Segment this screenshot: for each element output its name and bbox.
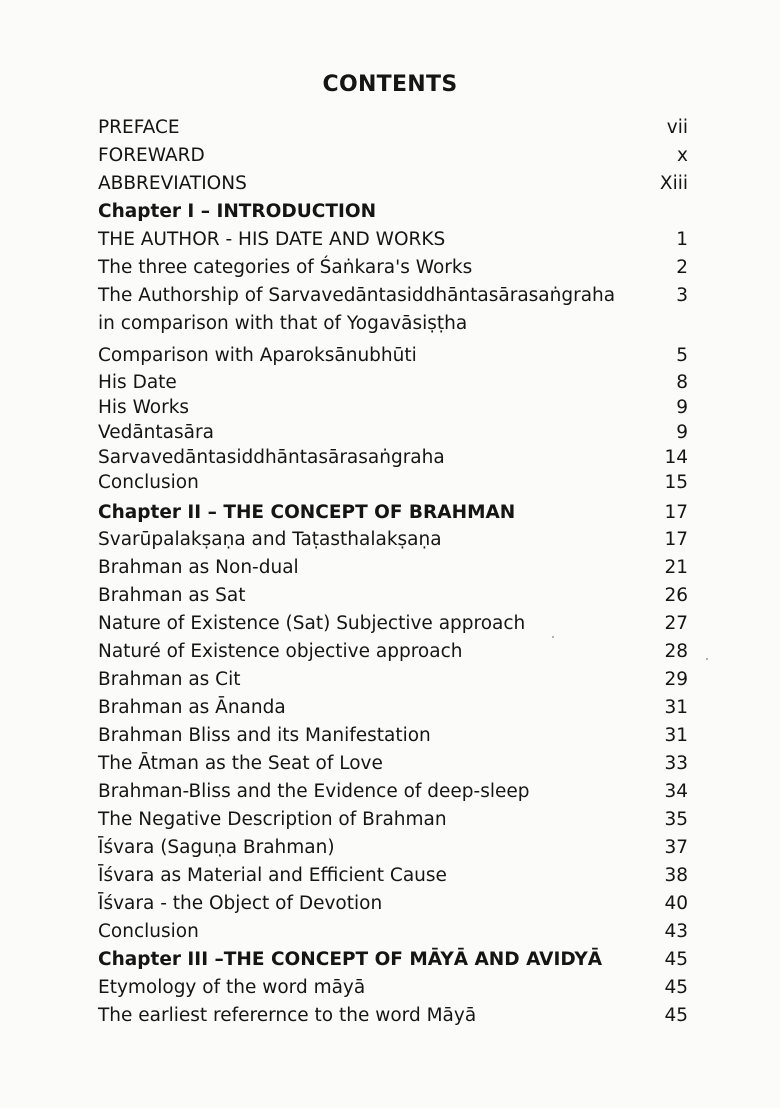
toc-entry-page: 45 — [664, 1005, 688, 1026]
toc-entry — [98, 750, 688, 778]
chapter-title: Chapter I – INTRODUCTION — [98, 201, 377, 222]
toc-entry-title: The Ātman as the Seat of Love — [98, 753, 383, 774]
toc-entry — [98, 342, 688, 370]
toc-entry — [98, 370, 688, 395]
toc-entry-page: 8 — [676, 372, 688, 393]
toc-entry — [98, 694, 688, 722]
toc-entry — [98, 806, 688, 834]
toc-entry-title: Brahman-Bliss and the Evidence of deep-sleep — [98, 781, 530, 802]
chapter-title: Chapter III –THE CONCEPT OF MĀYĀ AND AVIDYĀ — [98, 949, 603, 970]
toc-entry-page: 9 — [676, 397, 688, 418]
toc-entry-title: Conclusion — [98, 472, 199, 493]
toc-entry — [98, 862, 688, 890]
toc-entry-title: His Works — [98, 397, 190, 418]
scan-speck — [706, 658, 708, 660]
toc-entry — [98, 610, 688, 638]
toc-entry-page: 5 — [676, 345, 688, 366]
toc-entry — [98, 170, 688, 198]
toc-entry-title: Īśvara - the Object of Devotion — [98, 893, 383, 914]
toc-entry — [98, 778, 688, 806]
toc-entry-title: Brahman as Cit — [98, 669, 241, 690]
toc-entry-page: 38 — [664, 865, 688, 886]
toc-entry-title: The earliest referernce to the word Māyā — [98, 1005, 477, 1026]
toc-entry-page: 45 — [664, 977, 688, 998]
toc-entry — [98, 638, 688, 666]
toc-entry-page: 31 — [664, 697, 688, 718]
toc-entry — [98, 1002, 688, 1030]
toc-entry-title: Nature of Existence (Sat) Subjective approach — [98, 613, 526, 634]
toc-entry — [98, 890, 688, 918]
toc-entry — [98, 974, 688, 1002]
toc-entry — [98, 226, 688, 254]
toc-entry-page: 37 — [664, 837, 688, 858]
toc-entry-page: 40 — [664, 893, 688, 914]
toc-entry-page: 2 — [676, 257, 688, 278]
toc-entry-page: 3 — [676, 285, 688, 306]
toc-entry-title: Etymology of the word māyā — [98, 977, 366, 998]
toc-entry-page: 15 — [664, 472, 688, 493]
toc-entry-page: 1 — [676, 229, 688, 250]
toc-entry-title: His Date — [98, 372, 177, 393]
toc-entry-title: The Negative Description of Brahman — [98, 809, 447, 830]
toc-entry — [98, 722, 688, 750]
toc-entry-title: Brahman as Non-dual — [98, 557, 299, 578]
toc-entry — [98, 114, 688, 142]
scan-speck — [552, 636, 554, 638]
toc-entry-page: 43 — [664, 921, 688, 942]
toc-entry — [98, 666, 688, 694]
toc-entry-page: 26 — [664, 585, 688, 606]
toc-entry-title: Īśvara as Material and Efficient Cause — [98, 865, 447, 886]
toc-entry-title: Naturé of Existence objective approach — [98, 641, 463, 662]
toc-entry — [98, 554, 688, 582]
toc-entry-page: 21 — [664, 557, 688, 578]
toc-entry-title: The Authorship of Sarvavedāntasiddhāntasārasaṅgraha in comparison with that of Yogavāsiṣṭha — [98, 285, 616, 334]
toc-entry-title: PREFACE — [98, 117, 180, 138]
toc-entry-page: 17 — [664, 529, 688, 550]
toc-entry-title: Sarvavedāntasiddhāntasārasaṅgraha — [98, 447, 445, 468]
toc-entry — [98, 142, 688, 170]
toc-entry-page: 17 — [664, 502, 688, 523]
toc-entry-page: 33 — [664, 753, 688, 774]
toc-chapter-heading — [98, 496, 688, 526]
toc-entry-page: 9 — [676, 422, 688, 443]
toc-entry — [98, 526, 688, 554]
toc-entry — [98, 582, 688, 610]
toc-entry-page: Xiii — [659, 173, 688, 194]
chapter-title: Chapter II – THE CONCEPT OF BRAHMAN — [98, 502, 516, 523]
toc-entry — [98, 470, 688, 496]
toc-entry — [98, 834, 688, 862]
toc-entry-page: 45 — [664, 949, 688, 970]
toc-entry-title: Brahman as Ānanda — [98, 697, 286, 718]
page-title: CONTENTS — [322, 72, 458, 97]
toc-entry-title: Īśvara (Saguṇa Brahman) — [98, 837, 335, 858]
toc-entry — [98, 918, 688, 946]
toc-entry-title: FOREWARD — [98, 145, 205, 166]
toc-entry-title: Svarūpalakṣaṇa and Taṭasthalakṣaṇa — [98, 529, 442, 550]
toc-entry-page: 27 — [664, 613, 688, 634]
toc-chapter-heading — [98, 198, 688, 226]
toc-entry-page: 35 — [664, 809, 688, 830]
toc-entry — [98, 395, 688, 420]
toc-entry-page: 14 — [664, 447, 688, 468]
toc-entry-title: Conclusion — [98, 921, 199, 942]
toc-entry-page: x — [677, 145, 688, 166]
toc-entry-page: vii — [666, 117, 688, 138]
toc-entry — [98, 420, 688, 445]
toc-entry-title: Comparison with Aparoksānubhūti — [98, 345, 417, 366]
toc-chapter-heading — [98, 946, 688, 974]
toc-entry-title: Brahman Bliss and its Manifestation — [98, 725, 431, 746]
toc-entry-title: THE AUTHOR - HIS DATE AND WORKS — [98, 229, 446, 250]
toc-entry-title: ABBREVIATIONS — [98, 173, 247, 194]
toc-entry-title: Brahman as Sat — [98, 585, 246, 606]
toc-entry-page: 34 — [664, 781, 688, 802]
toc-entry — [98, 254, 688, 282]
toc-entry — [98, 445, 688, 470]
toc-entry-page: 31 — [664, 725, 688, 746]
toc-entry — [98, 282, 688, 342]
table-of-contents — [98, 114, 688, 1030]
toc-entry-title: The three categories of Śaṅkara's Works — [98, 257, 473, 278]
toc-entry-page: 28 — [664, 641, 688, 662]
toc-entry-title: Vedāntasāra — [98, 422, 214, 443]
toc-entry-page: 29 — [664, 669, 688, 690]
